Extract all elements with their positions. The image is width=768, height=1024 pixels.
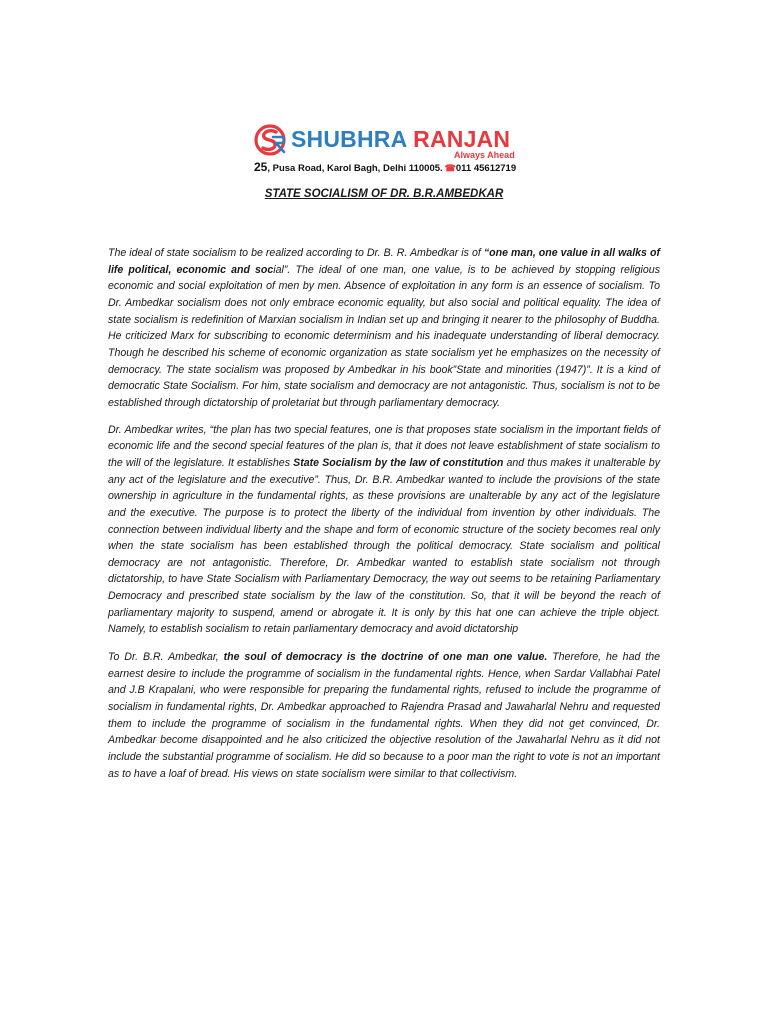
paragraph-1 xyxy=(108,245,660,412)
brand-tagline: Always Ahead xyxy=(454,150,515,160)
letterhead xyxy=(254,122,534,172)
paragraph-1-text-a: The ideal of state socialism to be realized according to Dr. B. R. Ambedkar is of xyxy=(108,247,484,259)
document-title: STATE SOCIALISM OF DR. B.R.AMBEDKAR xyxy=(264,188,504,200)
paragraph-3-text-b: Therefore, he had the earnest desire to include the programme of socialism in the fundamental rights. Hence, when Sardar Vallabhai Patel and J.B Krapalani, who were responsible for preparing the fundamental rights, refused to include the programme of socialism in fundamental rights, Dr. Ambedkar approached to Rajendra Prasad and Jawaharlal Nehru and requested them to include the programme of socialism in the fundamental rights. When they did not get convinced, Dr. Ambedkar become disappointed and he also criticized the objective resolution of the Jawaharlal Nehru as it did not include the substantial programme of socialism. He did so because to a poor man the right to vote is not an important as to have a loaf of bread. His views on state socialism were similar to that collectivism. xyxy=(108,651,660,780)
paragraph-1-text-b: ial”. The ideal of one man, one value, is to be achieved by stopping religious economic and social exploitation of men by men. Absence of exploitation in any form is an essence of socialism. To Dr. Ambedkar socialism does not only embrace economic equality, but also social and political equality. The idea of state socialism is redefinition of Marxian socialism in Indian set up and bringing it nearer to the philosophy of Buddha. He criticized Marx for subscribing to economic determinism and his inadequate understanding of liberal democracy. Though he described his scheme of economic organization as state socialism yet he emphasizes on the necessity of democracy. The state socialism was proposed by Ambedkar in his book”State and minorities (1947)”. It is a kind of democratic State Socialism. For him, state socialism and democracy are not antagonistic. Thus, socialism is not to be established through dictatorship of proletariat but through parliamentary democracy. xyxy=(108,263,660,409)
brand-name-second: RANJAN xyxy=(413,126,511,152)
phone-number: 011 45612719 xyxy=(455,163,517,174)
paragraph-3 xyxy=(108,649,660,782)
address-line xyxy=(254,160,516,174)
paragraph-2-emphasis: State Socialism by the law of constitution xyxy=(293,456,504,469)
paragraph-3-emphasis: the soul of democracy is the doctrine of one man one value. xyxy=(223,651,548,664)
paragraph-2-text-a: Dr. Ambedkar writes, “the plan has two special features, one is that proposes state socialism in the important fields of economic life and the second special features of the plan is, that it does not leave establishment of state socialism to the will of the legislature. It establishes xyxy=(108,423,660,469)
paragraph-2 xyxy=(108,422,660,639)
phone-icon: ☎ xyxy=(444,163,456,173)
address-text: , Pusa Road, Karol Bagh, Delhi 110005. xyxy=(267,163,443,174)
sr-logo-icon xyxy=(254,124,290,156)
document-body xyxy=(108,245,660,792)
paragraph-2-text-b: and thus makes it unalterable by any act of the legislature and the executive”. Thus, Dr. B.R. Ambedkar wanted to include the provisions of the state ownership in agriculture in the fundamental rights, as these provisions are unalterable by any act of the legislature and the executive. The purpose is to protect the liberty of the individual from invention by other individuals. The connection between individual liberty and the shape and form of economic structure of the society becomes real only when the state socialism has been established through the political democracy. State socialism and political democracy are not antagonistic. Therefore, Dr. Ambedkar wanted to establish state socialism not through dictatorship, to have State Socialism with Parliamentary Democracy, the way out seems to be retaining Parliamentary Democracy and prescribed state socialism by the law of the constitution. So, that it will be beyond the reach of parliamentary majority to suspend, amend or abrogate it. It is only by this hat one can achieve the triple object. Namely, to establish socialism to retain parliamentary democracy and avoid dictatorship xyxy=(108,456,660,636)
address-number: 25 xyxy=(254,160,268,174)
brand-name xyxy=(291,125,510,153)
brand-name-first: SHUBHRA xyxy=(291,126,407,152)
paragraph-1-emphasis: “one man, one value in all walks of life political, economic and soc xyxy=(108,247,660,276)
paragraph-3-text-a: To Dr. B.R. Ambedkar, xyxy=(108,651,224,664)
